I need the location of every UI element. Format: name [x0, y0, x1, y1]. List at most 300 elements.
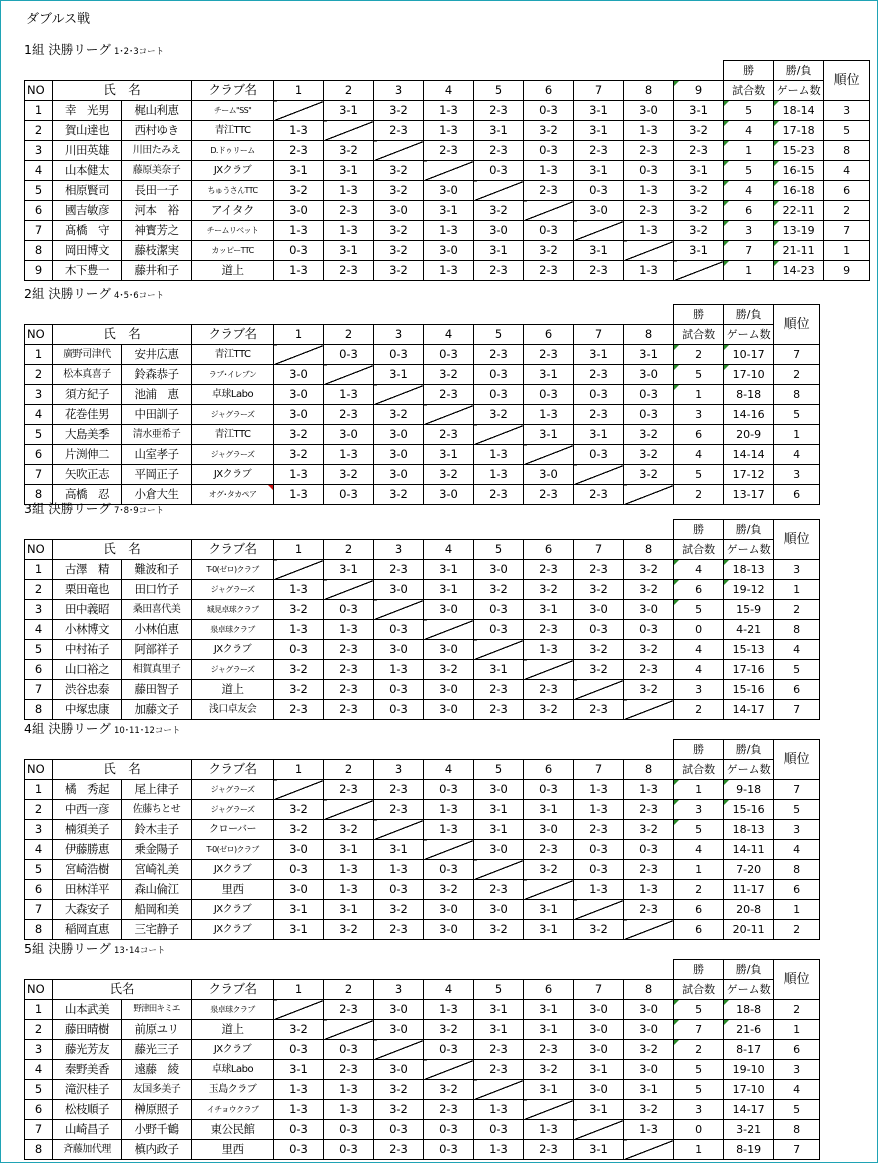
- club-name: ジャグラーズ: [192, 800, 274, 820]
- club-name: 泉卓球クラブ: [192, 620, 274, 640]
- rank-value: 1: [824, 241, 870, 261]
- wins-count: 6: [674, 920, 724, 940]
- row-no: 8: [25, 241, 53, 261]
- score-cell: 3-2: [474, 920, 524, 940]
- score-cell: 3-1: [474, 1020, 524, 1040]
- row-no: 2: [25, 365, 53, 385]
- score-cell: 3-2: [624, 465, 674, 485]
- player-1-name: 藤光芳友: [53, 1040, 122, 1060]
- score-cell: 0-3: [424, 1040, 474, 1060]
- score-cell: 3-1: [524, 425, 574, 445]
- score-cell: 2-3: [524, 840, 574, 860]
- table-row: [25, 840, 820, 860]
- header-opponent-8: 8: [624, 325, 674, 345]
- score-cell: 3-2: [274, 445, 324, 465]
- score-cell: 2-3: [624, 660, 674, 680]
- header-opponent-7: 7: [574, 760, 624, 780]
- rank-value: 7: [824, 221, 870, 241]
- rank-value: 5: [824, 121, 870, 141]
- rank-value: 2: [824, 201, 870, 221]
- row-no: 7: [25, 1120, 53, 1140]
- score-cell: 1-3: [624, 221, 674, 241]
- player-2-name: 友国多美子: [122, 1080, 192, 1100]
- score-cell: 2-3: [324, 660, 374, 680]
- game-count: 13-19: [774, 221, 824, 241]
- score-cell: 3-1: [324, 161, 374, 181]
- score-cell: 3-1: [324, 900, 374, 920]
- score-cell: 1-3: [474, 1140, 524, 1160]
- score-cell: 3-2: [324, 820, 374, 840]
- score-cell: 3-1: [374, 840, 424, 860]
- header-opponent-5: 5: [474, 325, 524, 345]
- group-title-text: 5組 決勝リーグ: [24, 941, 111, 956]
- game-count: 20-9: [724, 425, 774, 445]
- game-count: 17-10: [724, 365, 774, 385]
- score-cell: 2-3: [324, 201, 374, 221]
- score-cell: 3-1: [474, 1000, 524, 1020]
- header-spacer: [25, 520, 674, 540]
- player-2-name: 河本 裕: [122, 201, 192, 221]
- rank-value: 8: [774, 620, 820, 640]
- score-cell: 1-3: [424, 800, 474, 820]
- game-count: 14-14: [724, 445, 774, 465]
- score-cell: 3-1: [274, 900, 324, 920]
- score-cell: 3-0: [424, 640, 474, 660]
- rank-value: 1: [774, 580, 820, 600]
- score-cell: 2-3: [324, 680, 374, 700]
- player-1-name: 高橋 忍: [53, 485, 122, 505]
- player-2-name: 鈴森恭子: [122, 365, 192, 385]
- table-row: [25, 580, 820, 600]
- player-2-name: 槙内政子: [122, 1140, 192, 1160]
- diagonal-cell: [424, 1060, 474, 1080]
- group-header: [24, 38, 870, 60]
- rank-value: 6: [774, 880, 820, 900]
- game-count: 11-17: [724, 880, 774, 900]
- diagonal-cell: [474, 181, 524, 201]
- score-cell: 2-3: [574, 261, 624, 281]
- header-name: 氏 名: [53, 81, 192, 101]
- row-no: 8: [25, 700, 53, 720]
- header-no: NO: [25, 81, 53, 101]
- score-cell: 3-1: [524, 1080, 574, 1100]
- header-opponent-3: 3: [374, 760, 424, 780]
- header-name: 氏名: [53, 980, 192, 1000]
- table-row: [25, 201, 870, 221]
- table-row: [25, 101, 870, 121]
- player-2-name: 乗金陽子: [122, 840, 192, 860]
- game-count: 17-16: [724, 660, 774, 680]
- group-courts: 10･11･12コート: [113, 726, 181, 736]
- player-2-name: 野津田キミエ: [122, 1000, 192, 1020]
- player-1-name: 大島美季: [53, 425, 122, 445]
- club-name: チーム"SS": [192, 101, 274, 121]
- player-1-name: 川田英雄: [53, 141, 122, 161]
- score-cell: 3-1: [274, 161, 324, 181]
- header-name: 氏 名: [53, 760, 192, 780]
- game-count: 17-10: [724, 1080, 774, 1100]
- header-opponent-9: 9: [674, 81, 724, 101]
- row-no: 3: [25, 1040, 53, 1060]
- game-count: 21-11: [774, 241, 824, 261]
- score-cell: 3-0: [374, 580, 424, 600]
- score-cell: 2-3: [524, 261, 574, 281]
- score-cell: 0-3: [274, 1040, 324, 1060]
- score-cell: 2-3: [624, 141, 674, 161]
- header-opponent-8: 8: [624, 81, 674, 101]
- row-no: 8: [25, 485, 53, 505]
- score-cell: 3-1: [674, 161, 724, 181]
- score-cell: 3-1: [574, 121, 624, 141]
- score-cell: 0-3: [474, 1120, 524, 1140]
- rank-value: 5: [774, 660, 820, 680]
- league-table: [24, 304, 820, 505]
- rank-value: 3: [774, 560, 820, 580]
- score-cell: 2-3: [524, 1040, 574, 1060]
- table-row: [25, 1000, 820, 1020]
- header-opponent-7: 7: [574, 81, 624, 101]
- row-no: 5: [25, 425, 53, 445]
- wins-count: 3: [674, 1100, 724, 1120]
- diagonal-cell: [524, 660, 574, 680]
- player-2-name: 榊原照子: [122, 1100, 192, 1120]
- header-winloss: 勝/負: [724, 520, 774, 540]
- table-row: [25, 1080, 820, 1100]
- score-cell: 3-2: [524, 1060, 574, 1080]
- score-cell: 3-0: [574, 600, 624, 620]
- header-spacer: [25, 61, 724, 81]
- score-cell: 3-2: [624, 680, 674, 700]
- score-cell: 3-1: [624, 1080, 674, 1100]
- rank-value: 3: [774, 465, 820, 485]
- score-cell: 3-1: [524, 1020, 574, 1040]
- header-no: NO: [25, 540, 53, 560]
- score-cell: 3-1: [474, 121, 524, 141]
- score-cell: 3-2: [624, 640, 674, 660]
- diagonal-cell: [574, 221, 624, 241]
- row-no: 7: [25, 900, 53, 920]
- score-cell: 3-0: [424, 485, 474, 505]
- player-2-name: 長田一子: [122, 181, 192, 201]
- score-cell: 2-3: [274, 141, 324, 161]
- league-table: [24, 739, 820, 940]
- score-cell: 2-3: [374, 560, 424, 580]
- group-1: [24, 38, 870, 281]
- score-cell: 2-3: [374, 1140, 424, 1160]
- player-1-name: 滝沢桂子: [53, 1080, 122, 1100]
- row-no: 8: [25, 1140, 53, 1160]
- wins-count: 0: [674, 620, 724, 640]
- player-1-name: 楠須美子: [53, 820, 122, 840]
- score-cell: 1-3: [374, 660, 424, 680]
- score-cell: 3-0: [424, 700, 474, 720]
- table-row: [25, 385, 820, 405]
- score-cell: 2-3: [324, 405, 374, 425]
- score-cell: 3-2: [374, 405, 424, 425]
- player-1-name: 小林博文: [53, 620, 122, 640]
- score-cell: 1-3: [624, 181, 674, 201]
- score-cell: 3-0: [574, 1020, 624, 1040]
- score-cell: 2-3: [524, 345, 574, 365]
- header-no: NO: [25, 325, 53, 345]
- diagonal-cell: [274, 101, 324, 121]
- game-count: 18-13: [724, 820, 774, 840]
- row-no: 7: [25, 221, 53, 241]
- score-cell: 0-3: [574, 860, 624, 880]
- player-1-name: 幸 光男: [53, 101, 122, 121]
- club-name: 浅口卓友会: [192, 700, 274, 720]
- score-cell: 3-2: [424, 465, 474, 485]
- score-cell: 3-1: [574, 345, 624, 365]
- score-cell: 3-2: [574, 920, 624, 940]
- score-cell: 3-0: [324, 425, 374, 445]
- player-2-name: 山室孝子: [122, 445, 192, 465]
- player-1-name: 斉藤加代理: [53, 1140, 122, 1160]
- score-cell: 2-3: [374, 121, 424, 141]
- score-cell: 3-2: [424, 365, 474, 385]
- header-opponent-6: 6: [524, 540, 574, 560]
- score-cell: 3-1: [524, 600, 574, 620]
- header-opponent-3: 3: [374, 980, 424, 1000]
- rank-value: 7: [774, 345, 820, 365]
- score-cell: 1-3: [474, 445, 524, 465]
- header-opponent-3: 3: [374, 325, 424, 345]
- header-opponent-2: 2: [324, 325, 374, 345]
- score-cell: 3-2: [424, 660, 474, 680]
- league-table: [24, 519, 820, 720]
- table-row: [25, 1120, 820, 1140]
- header-winloss: 勝/負: [724, 305, 774, 325]
- score-cell: 3-0: [474, 221, 524, 241]
- table-row: [25, 261, 870, 281]
- player-2-name: 池浦 恵: [122, 385, 192, 405]
- game-count: 14-16: [724, 405, 774, 425]
- score-cell: 3-2: [374, 1100, 424, 1120]
- player-1-name: 松本真喜子: [53, 365, 122, 385]
- score-cell: 2-3: [524, 485, 574, 505]
- player-2-name: 加藤文子: [122, 700, 192, 720]
- row-no: 1: [25, 780, 53, 800]
- table-row: [25, 221, 870, 241]
- score-cell: 3-2: [674, 221, 724, 241]
- club-name: オグ･タカペア: [192, 485, 274, 505]
- club-name: JXクラブ: [192, 640, 274, 660]
- row-no: 5: [25, 1080, 53, 1100]
- score-cell: 3-2: [274, 660, 324, 680]
- header-opponent-4: 4: [424, 760, 474, 780]
- score-cell: 3-2: [274, 800, 324, 820]
- header-opponent-2: 2: [324, 760, 374, 780]
- game-count: 19-12: [724, 580, 774, 600]
- score-cell: 3-1: [574, 1060, 624, 1080]
- rank-value: 1: [774, 900, 820, 920]
- score-cell: 2-3: [274, 700, 324, 720]
- score-cell: 0-3: [474, 620, 524, 640]
- diagonal-cell: [324, 800, 374, 820]
- group-5: [24, 937, 820, 1160]
- game-count: 18-13: [724, 560, 774, 580]
- score-cell: 2-3: [574, 560, 624, 580]
- game-count: 7-20: [724, 860, 774, 880]
- diagonal-cell: [624, 1140, 674, 1160]
- score-cell: 2-3: [474, 1040, 524, 1060]
- header-opponent-7: 7: [574, 540, 624, 560]
- diagonal-cell: [574, 680, 624, 700]
- score-cell: 0-3: [624, 385, 674, 405]
- club-name: ジャグラーズ: [192, 405, 274, 425]
- score-cell: 0-3: [574, 445, 624, 465]
- score-cell: 3-0: [524, 465, 574, 485]
- score-cell: 3-1: [274, 1060, 324, 1080]
- player-1-name: 花巻佳男: [53, 405, 122, 425]
- score-cell: 3-2: [674, 181, 724, 201]
- score-cell: 0-3: [574, 620, 624, 640]
- diagonal-cell: [324, 365, 374, 385]
- wins-count: 1: [724, 141, 774, 161]
- group-title: [24, 40, 164, 58]
- group-courts: 1･2･3コート: [113, 47, 165, 57]
- score-cell: 2-3: [624, 900, 674, 920]
- score-cell: 3-0: [374, 1060, 424, 1080]
- player-2-name: 田口竹子: [122, 580, 192, 600]
- score-cell: 2-3: [474, 485, 524, 505]
- wins-count: 7: [674, 1020, 724, 1040]
- diagonal-cell: [474, 640, 524, 660]
- rank-value: 1: [774, 425, 820, 445]
- group-header: [24, 717, 820, 739]
- header-opponent-1: 1: [274, 540, 324, 560]
- wins-count: 2: [674, 485, 724, 505]
- game-count: 9-18: [724, 780, 774, 800]
- group-title: [24, 284, 164, 302]
- diagonal-cell: [374, 820, 424, 840]
- player-2-name: 相賀真里子: [122, 660, 192, 680]
- player-2-name: 藤原美奈子: [122, 161, 192, 181]
- header-opponent-2: 2: [324, 540, 374, 560]
- header-spacer: [25, 960, 674, 980]
- header-spacer: [25, 305, 674, 325]
- score-cell: 1-3: [274, 580, 324, 600]
- diagonal-cell: [324, 1020, 374, 1040]
- club-name: クローバー: [192, 820, 274, 840]
- header-opponent-1: 1: [274, 325, 324, 345]
- score-cell: 3-2: [574, 580, 624, 600]
- player-2-name: 小野千鶴: [122, 1120, 192, 1140]
- game-count: 8-17: [724, 1040, 774, 1060]
- diagonal-cell: [524, 445, 574, 465]
- score-cell: 1-3: [424, 820, 474, 840]
- diagonal-cell: [424, 405, 474, 425]
- player-1-name: 秦野美香: [53, 1060, 122, 1080]
- score-cell: 0-3: [474, 600, 524, 620]
- score-cell: 3-0: [374, 465, 424, 485]
- score-cell: 3-0: [474, 900, 524, 920]
- row-no: 1: [25, 560, 53, 580]
- wins-count: 2: [674, 1040, 724, 1060]
- table-row: [25, 365, 820, 385]
- score-cell: 3-0: [274, 840, 324, 860]
- game-count: 18-8: [724, 1000, 774, 1020]
- club-name: 卓球Labo: [192, 1060, 274, 1080]
- header-rank: 順位: [774, 740, 820, 780]
- header-winloss: 勝/負: [724, 960, 774, 980]
- player-1-name: 宮崎浩樹: [53, 860, 122, 880]
- score-cell: 2-3: [474, 700, 524, 720]
- score-cell: 2-3: [574, 405, 624, 425]
- table-row: [25, 1060, 820, 1080]
- header-opponent-5: 5: [474, 81, 524, 101]
- wins-count: 4: [674, 840, 724, 860]
- row-no: 7: [25, 465, 53, 485]
- header-win: 勝: [674, 305, 724, 325]
- table-row: [25, 860, 820, 880]
- rank-value: 8: [774, 860, 820, 880]
- player-1-name: 松枝順子: [53, 1100, 122, 1120]
- score-cell: 0-3: [324, 600, 374, 620]
- group-title-text: 4組 決勝リーグ: [24, 721, 111, 736]
- score-cell: 1-3: [624, 1120, 674, 1140]
- score-cell: 2-3: [524, 620, 574, 640]
- score-cell: 3-2: [274, 820, 324, 840]
- score-cell: 2-3: [474, 680, 524, 700]
- club-name: 道上: [192, 261, 274, 281]
- diagonal-cell: [524, 1100, 574, 1120]
- player-2-name: 中田訓子: [122, 405, 192, 425]
- header-opponent-8: 8: [624, 760, 674, 780]
- score-cell: 1-3: [624, 261, 674, 281]
- player-1-name: 伊藤勝恵: [53, 840, 122, 860]
- player-1-name: 橘 秀起: [53, 780, 122, 800]
- diagonal-cell: [324, 121, 374, 141]
- score-cell: 3-2: [424, 1080, 474, 1100]
- club-name: 泉卓球クラブ: [192, 1000, 274, 1020]
- score-cell: 1-3: [324, 181, 374, 201]
- score-cell: 3-2: [524, 580, 574, 600]
- table-row: [25, 800, 820, 820]
- score-cell: 3-1: [324, 560, 374, 580]
- score-cell: 3-0: [424, 600, 474, 620]
- score-cell: 0-3: [424, 1140, 474, 1160]
- score-cell: 0-3: [324, 345, 374, 365]
- score-cell: 3-1: [474, 800, 524, 820]
- diagonal-cell: [574, 900, 624, 920]
- header-gamecount: ゲーム数: [724, 325, 774, 345]
- rank-value: 7: [774, 1140, 820, 1160]
- score-cell: 3-0: [374, 1020, 424, 1040]
- wins-count: 5: [724, 101, 774, 121]
- player-1-name: 木下豊一: [53, 261, 122, 281]
- game-count: 19-10: [724, 1060, 774, 1080]
- header-games: 試合数: [724, 81, 774, 101]
- score-cell: 2-3: [474, 880, 524, 900]
- score-cell: 3-1: [524, 900, 574, 920]
- row-no: 7: [25, 680, 53, 700]
- club-name: チームリベット: [192, 221, 274, 241]
- score-cell: 3-0: [424, 241, 474, 261]
- player-2-name: 宮崎礼美: [122, 860, 192, 880]
- wins-count: 2: [674, 880, 724, 900]
- score-cell: 1-3: [274, 1100, 324, 1120]
- header-club: クラブ名: [192, 325, 274, 345]
- club-name: JXクラブ: [192, 920, 274, 940]
- wins-count: 1: [674, 1140, 724, 1160]
- rank-value: 2: [774, 365, 820, 385]
- player-2-name: 藤田智子: [122, 680, 192, 700]
- game-count: 8-18: [724, 385, 774, 405]
- game-count: 4-21: [724, 620, 774, 640]
- score-cell: 0-3: [274, 860, 324, 880]
- score-cell: 3-2: [474, 405, 524, 425]
